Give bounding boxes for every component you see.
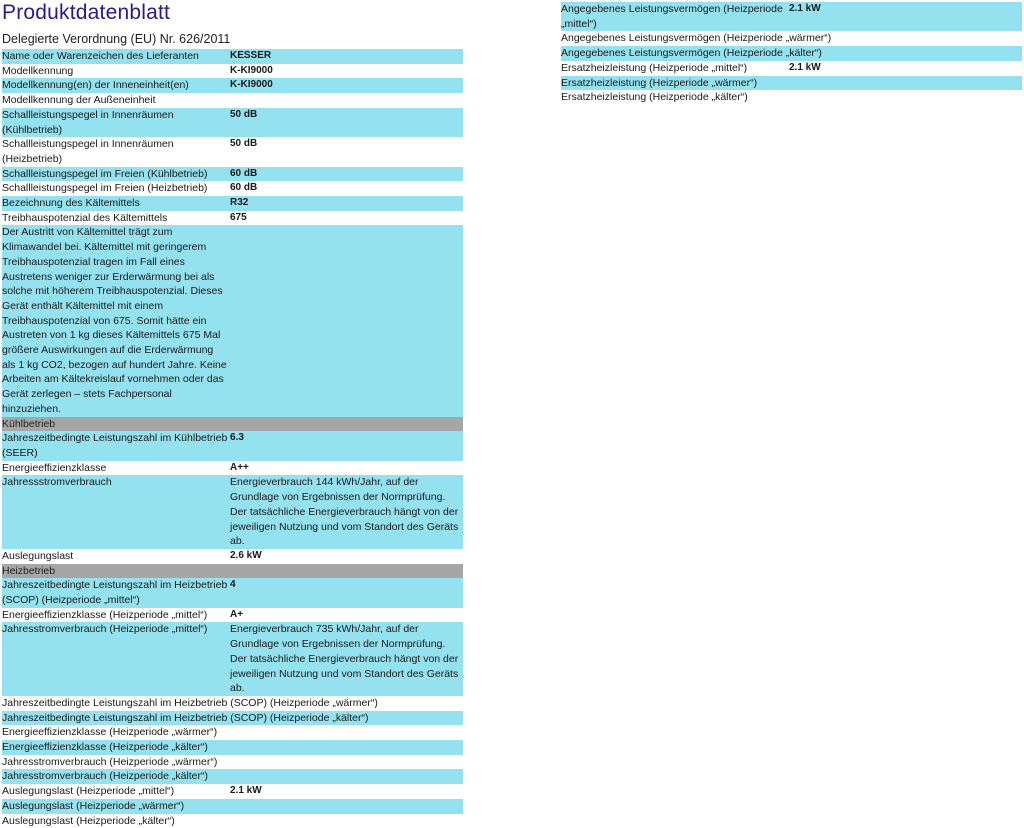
row-label-jahresstromverbrauch-heizperiode-kaelter: Jahresstromverbrauch (Heizperiode „kälter“)	[2, 770, 208, 783]
row-label-energieeffizienzklasse-heizperiode-waermer: Energieeffizienzklasse (Heizperiode „wärmer“)	[2, 726, 218, 739]
row-value: A++	[230, 461, 249, 473]
table-row	[2, 49, 463, 64]
table-row	[561, 76, 1022, 91]
row-value: Energieverbrauch 144 kWh/Jahr, auf der Grundlage von Ergebnissen der Normprüfung. Der tatsächliche Energieverbrauch hängt von der jeweiligen Nutzung und vom Standort des Geräts ab.	[230, 476, 459, 548]
row-value: Energieverbrauch 735 kWh/Jahr, auf der Grundlage von Ergebnissen der Normprüfung. Der tatsächliche Energieverbrauch hängt von der jeweiligen Nutzung und vom Standort des Geräts ab.	[230, 623, 459, 695]
row-label-schallleistungspegel-im-freien-kuehlbetrieb: Schallleistungspegel im Freien (Kühlbetrieb)	[2, 167, 208, 180]
table-row	[2, 431, 463, 460]
row-label-modellkennung: Modellkennung	[2, 64, 74, 77]
row-label-angegebenes-leistungsvermoegen-heizperiode-waerm: Angegebenes Leistungsvermögen (Heizperiode „wärmer“)	[561, 32, 832, 45]
row-label-treibhauspotenzial-des-kaeltemittels: Treibhauspotenzial des Kältemittels	[2, 211, 168, 224]
table-row	[2, 64, 463, 79]
section-title: Kühlbetrieb	[2, 417, 56, 430]
table-row	[2, 740, 463, 755]
row-label-jahressstromverbrauch: Jahressstromverbrauch	[2, 476, 112, 489]
row-label-schallleistungspegel-in-innenraeumen-kuehlbetrie: Schallleistungspegel in Innenräumen (Kühlbetrieb)	[2, 108, 174, 136]
left-data-table	[2, 49, 463, 828]
table-row	[561, 90, 1022, 105]
row-value: 2.1 kW	[789, 3, 821, 14]
table-row	[2, 549, 463, 564]
row-value: 2.6 kW	[230, 549, 262, 561]
table-row	[2, 108, 463, 137]
regulation-subtitle: Delegierte Verordnung (EU) Nr. 626/2011	[2, 32, 231, 46]
row-value: R32	[230, 197, 249, 209]
row-label-schallleistungspegel-in-innenraeumen-heizbetrieb: Schallleistungspegel in Innenräumen (Heizbetrieb)	[2, 138, 174, 165]
row-value: 50 dB	[230, 138, 258, 150]
page-title: Produktdatenblatt	[2, 1, 171, 24]
table-row	[2, 578, 463, 607]
row-value: 6.3	[230, 432, 244, 444]
row-value: 60 dB	[230, 182, 258, 194]
row-value: 675	[230, 211, 247, 223]
table-row	[2, 608, 463, 623]
row-value: A+	[230, 608, 244, 620]
row-label-modellkennung-der-ausseneinheit: Modellkennung der Außeneinheit	[2, 94, 156, 107]
section-header-heizbetrieb	[2, 564, 463, 579]
table-row	[2, 769, 463, 784]
row-label-energieeffizienzklasse-heizperiode-mittel: Energieeffizienzklasse (Heizperiode „mittel“)	[2, 608, 208, 621]
row-value: K-KI9000	[230, 64, 273, 76]
table-row	[2, 784, 463, 799]
row-label-auslegungslast-heizperiode-waermer: Auslegungslast (Heizperiode „wärmer“)	[2, 799, 185, 812]
table-row	[2, 211, 463, 226]
row-label-energieeffizienzklasse-heizperiode-kaelter: Energieeffizienzklasse (Heizperiode „kälter“)	[2, 741, 208, 754]
table-row	[561, 31, 1022, 46]
row-value: 50 dB	[230, 108, 258, 120]
table-row	[2, 167, 463, 182]
row-label-auslegungslast: Auslegungslast	[2, 549, 74, 562]
row-value: 60 dB	[230, 167, 258, 179]
table-row	[2, 799, 463, 814]
table-row	[2, 78, 463, 93]
row-label-angegebenes-leistungsvermoegen-heizperiode-mitte: Angegebenes Leistungsvermögen (Heizperiode „mittel“)	[561, 3, 783, 30]
right-data-table	[561, 2, 1022, 105]
row-label-ersatzheizleistung-heizperiode-waermer: Ersatzheizleistung (Heizperiode „wärmer“)	[561, 76, 758, 89]
row-label-jahreszeitbedingte-leistungszahl-im-heizbetrieb-: Jahreszeitbedingte Leistungszahl im Heizbetrieb (SCOP) (Heizperiode „kälter“)	[2, 711, 369, 724]
row-label-jahresstromverbrauch-heizperiode-waermer: Jahresstromverbrauch (Heizperiode „wärmer“)	[2, 755, 218, 768]
section-header-kuehlbetrieb	[2, 417, 463, 432]
table-row	[2, 196, 463, 211]
table-row	[2, 696, 463, 711]
row-value: K-KI9000	[230, 79, 273, 91]
table-row	[2, 225, 463, 416]
row-value: KESSER	[230, 50, 272, 61]
row-label-jahreszeitbedingte-leistungszahl-im-heizbetrieb-: Jahreszeitbedingte Leistungszahl im Heizbetrieb (SCOP) (Heizperiode „mittel“)	[2, 579, 228, 607]
row-label-angegebenes-leistungsvermoegen-heizperiode-kaelt: Angegebenes Leistungsvermögen (Heizperiode „kälter“)	[561, 47, 822, 60]
table-row	[561, 61, 1022, 76]
row-value: 2.1 kW	[789, 61, 821, 73]
row-label-ersatzheizleistung-heizperiode-mittel: Ersatzheizleistung (Heizperiode „mittel“)	[561, 61, 748, 74]
row-label-jahresstromverbrauch-heizperiode-mittel: Jahresstromverbrauch (Heizperiode „mittel“)	[2, 623, 208, 636]
table-row	[2, 461, 463, 476]
table-row	[2, 814, 463, 828]
table-row	[561, 46, 1022, 61]
table-row	[2, 93, 463, 108]
row-value	[230, 93, 463, 108]
row-label-jahreszeitbedingte-leistungszahl-im-kuehlbetrieb: Jahreszeitbedingte Leistungszahl im Kühlbetrieb (SEER)	[2, 432, 228, 459]
row-label-auslegungslast-heizperiode-kaelter: Auslegungslast (Heizperiode „kälter“)	[2, 814, 175, 827]
row-label-bezeichnung-des-kaeltemittels: Bezeichnung des Kältemittels	[2, 197, 140, 210]
row-label-modellkennung-en-der-inneneinheit-en: Modellkennung(en) der Inneneinheit(en)	[2, 79, 189, 92]
table-row	[2, 711, 463, 726]
table-row	[2, 181, 463, 196]
row-label-energieeffizienzklasse: Energieeffizienzklasse	[2, 461, 107, 474]
row-label-ersatzheizleistung-heizperiode-kaelter: Ersatzheizleistung (Heizperiode „kälter“)	[561, 91, 748, 104]
table-row	[2, 755, 463, 770]
row-label-name-oder-warenzeichen-des-lieferanten: Name oder Warenzeichen des Lieferanten	[2, 50, 199, 62]
section-title: Heizbetrieb	[2, 564, 56, 577]
row-label-schallleistungspegel-im-freien-heizbetrieb: Schallleistungspegel im Freien (Heizbetrieb)	[2, 182, 208, 195]
row-label-auslegungslast-heizperiode-mittel: Auslegungslast (Heizperiode „mittel“)	[2, 785, 175, 798]
table-row	[2, 725, 463, 740]
table-row	[561, 2, 1022, 31]
table-row	[2, 137, 463, 166]
row-label-jahreszeitbedingte-leistungszahl-im-heizbetrieb-: Jahreszeitbedingte Leistungszahl im Heizbetrieb (SCOP) (Heizperiode „wärmer“)	[2, 696, 378, 709]
row-value: 4	[230, 579, 236, 591]
row-value: 2.1 kW	[230, 785, 262, 797]
table-row	[2, 475, 463, 549]
refrigerant-notice: Der Austritt von Kältemittel trägt zum Klimawandel bei. Kältemittel mit geringerem Treibhauspotenzial tragen im Fall eines Austretens weniger zur Erderwärmung bei als solche mit höherem Treibhauspotenzial. Dieses Gerät enthält Kältemittel mit einem Treibhauspotenzial von 675. Somit hätte ein Austreten von 1 kg dieses Kältemittels 675 Mal größere Auswirkungen auf die Erderwärmung als 1 kg CO2, bezogen auf hundert Jahre. Keine Arbeiten am Kältekreislauf vornehmen oder das Gerät zerlegen – stets Fachpersonal hinzuziehen.	[2, 226, 227, 415]
table-row	[2, 622, 463, 696]
